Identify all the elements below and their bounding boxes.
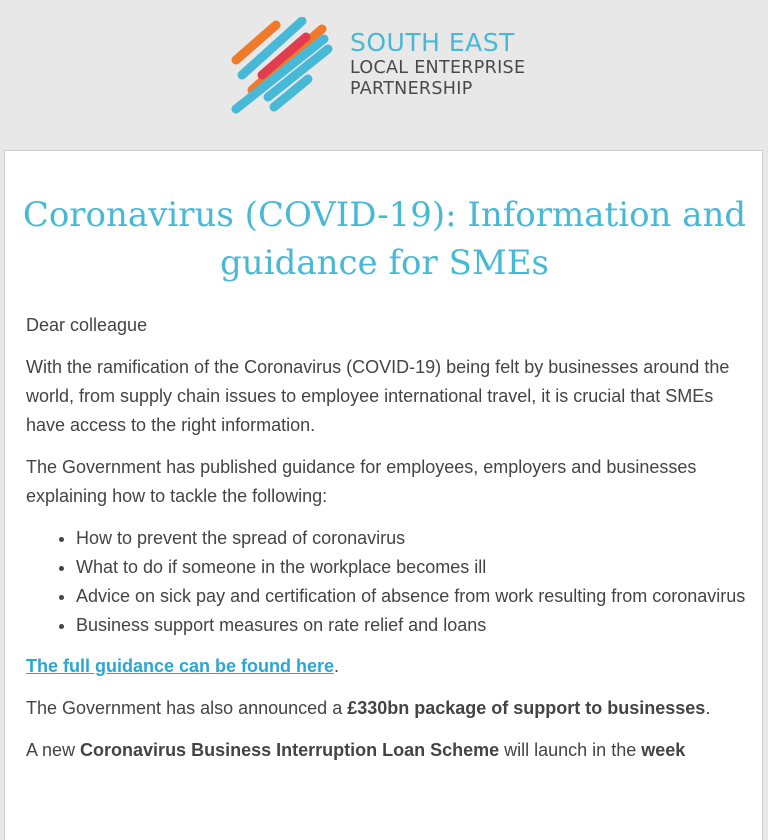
selep-logo-text (350, 30, 525, 102)
guidance-link-paragraph (26, 652, 746, 681)
loan-scheme-bold: Coronavirus Business Interruption Loan Scheme (80, 740, 500, 760)
greeting: Dear colleague (26, 315, 148, 335)
support-package-paragraph (26, 694, 746, 723)
loan-scheme-paragraph (26, 736, 746, 765)
list-item: • Advice on sick pay and certification of absence from work resulting from coronavirus (76, 582, 746, 611)
logo-line-1: SOUTH EAST (350, 28, 515, 57)
email-header (0, 0, 768, 150)
loan-week-bold: week (641, 740, 686, 760)
list-item: • What to do if someone in the workplace becomes ill (76, 553, 746, 582)
email-body-card (4, 150, 763, 840)
email-content (26, 311, 746, 778)
support-package-bold: £330bn package of support to businesses (347, 698, 706, 718)
logo-line-3: PARTNERSHIP (350, 79, 473, 99)
guidance-intro-paragraph: The Government has published guidance for employees, employers and businesses explaining how to tackle the following: (26, 457, 697, 506)
full-guidance-link[interactable]: The full guidance can be found here (26, 656, 335, 676)
link-suffix: . (334, 656, 340, 676)
support-prefix: The Government has also announced a (26, 698, 348, 718)
loan-prefix: A new (26, 740, 81, 760)
intro-paragraph: With the ramification of the Coronavirus (COVID-19) being felt by businesses around the world, from supply chain issues to employee international travel, it is crucial that SMEs have access to the right information. (26, 357, 730, 435)
logo-line-2: LOCAL ENTERPRISE (350, 58, 526, 78)
selep-logo-icon (228, 17, 338, 117)
list-item: • Business support measures on rate relief and loans (76, 611, 746, 640)
list-item: • How to prevent the spread of coronavirus (76, 524, 746, 553)
guidance-topics-list (26, 524, 746, 640)
support-suffix: . (705, 698, 711, 718)
loan-middle: will launch in the (499, 740, 642, 760)
email-title: Coronavirus (COVID-19): Information and guidance for SMEs (22, 195, 747, 283)
